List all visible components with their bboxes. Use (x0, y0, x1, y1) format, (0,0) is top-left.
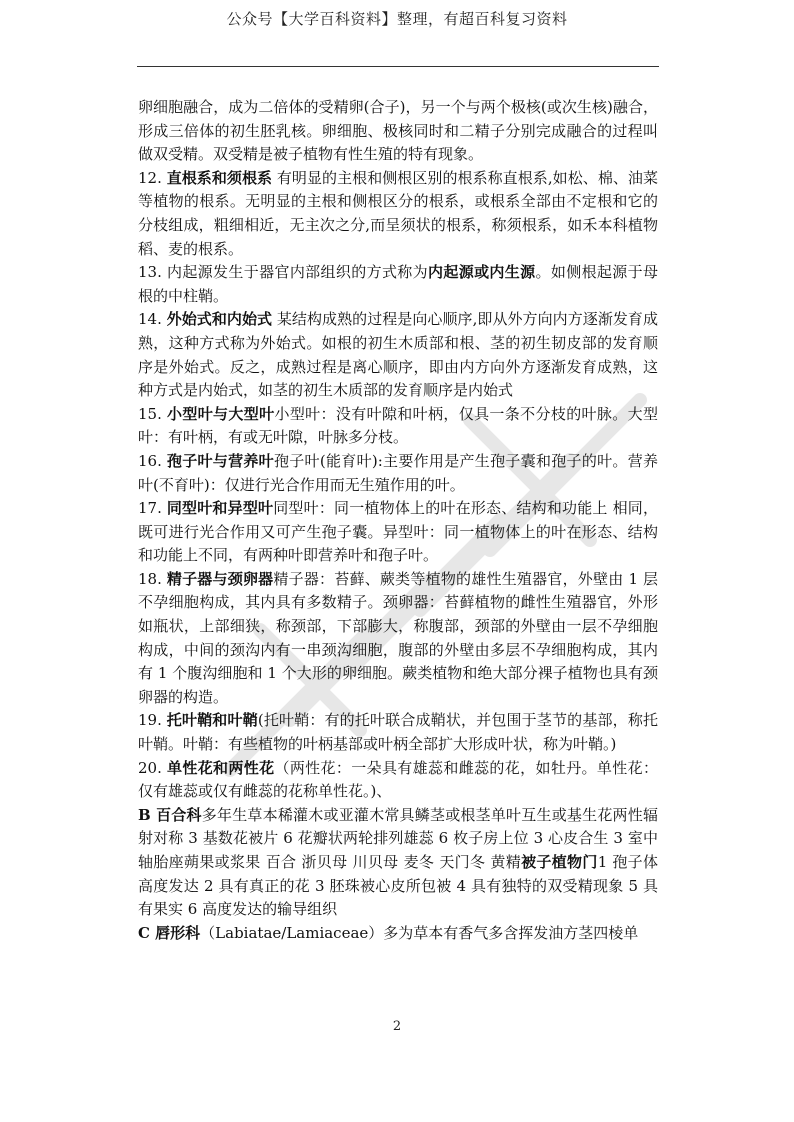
term-heading: 孢子叶与营养叶 (166, 451, 274, 470)
text-run: 小型叶：没有叶隙和叶柄，仅具一条不分枝的叶脉。大型叶：有叶柄，有或无叶隙，叶脉多分枝。 (138, 404, 658, 447)
text-run: (托叶鞘：有的托叶联合成鞘状，并包围于茎节的基部，称托叶鞘。叶鞘：有些植物的叶柄基部或叶柄全部扩大形成叶状，称为叶鞘。) (138, 711, 659, 754)
text-run: 同型叶：同一植物体上的叶在形态、结构和功能上 相同，既可进行光合作用又可产生孢子囊。异型叶：同一植物体上的叶在形态、结构和功能上不同，有两种叶即营养叶和孢子叶。 (138, 499, 658, 565)
term-heading: 被子植物门 (521, 853, 598, 871)
page-number: 2 (392, 1019, 402, 1034)
text-run: 20. (138, 758, 167, 777)
term-heading: 内起源或内生源 (428, 263, 536, 282)
text-run: 19. (138, 711, 167, 730)
paragraph (138, 96, 658, 167)
paragraph (138, 709, 658, 756)
text-run: 精子器：苔藓、蕨类等植物的雄性生殖器官，外壁由 1 层不孕细胞构成，其内具有多数精子。颈卵器：苔藓植物的雌性生殖器官，外形如瓶状，上部细狭，称颈部，下部膨大，称腹部，颈部的外壁由一层不孕细胞构成，中间的颈沟内有一串颈沟细胞，腹部的外壁由多层不孕细胞构成，其内有 1 个腹沟细胞和 1 个大形的卵细胞。蕨类植物和绝大部分裸子植物也具有颈卵器的构造。 (138, 569, 658, 706)
paragraph (138, 261, 658, 308)
term-heading: 小型叶与大型叶 (166, 404, 275, 423)
paragraph (138, 450, 658, 497)
term-heading: 直根系和须根系 (166, 168, 273, 187)
paragraph (138, 757, 658, 804)
text-run: 12. (138, 168, 167, 187)
text-run: 18. (138, 569, 167, 588)
text-run: 孢子叶(能育叶):主要作用是产生孢子囊和孢子的叶。营养叶(不育叶)：仅进行光合作用而无生殖作用的叶。 (138, 451, 658, 494)
term-heading: 外始式和内始式 (166, 310, 273, 329)
text-run: 16. (138, 451, 167, 470)
text-run: 14. (138, 310, 167, 329)
paragraph (138, 308, 658, 402)
header-divider (137, 66, 659, 67)
page-header: 公众号【大学百科资料】整理，有超百科复习资料 (226, 10, 568, 28)
term-heading: 同型叶和异型叶 (166, 499, 274, 518)
text-run: 15. (138, 404, 167, 423)
paragraph (138, 568, 658, 710)
term-heading: 精子器与颈卵器 (166, 569, 274, 588)
paragraph (138, 922, 658, 946)
text-run: 有明显的主根和侧根区别的根系称直根系,如松、棉、油菜等植物的根系。无明显的主根和侧根区分的根系，或根系全部由不定根和它的分枝组成，粗细相近，无主次之分,而呈须状的根系，称须根系，如禾本科植物稻、麦的根系。 (138, 168, 658, 258)
text-run: 某结构成熟的过程是向心顺序,即从外方向内方逐渐发育成熟，这种方式称为外始式。如根的初生木质部和根、茎的初生韧皮部的发育顺序是外始式。反之，成熟过程是离心顺序，即由内方向外方逐渐发育成熟，这种方式是内始式，如茎的初生木质部的发育顺序是内始式 (138, 310, 658, 400)
term-heading: B 百合科 (138, 805, 202, 824)
paragraph (138, 403, 658, 450)
paragraph (138, 804, 658, 922)
text-run: 17. (138, 499, 167, 518)
text-run: 多年生草本稀灌木或亚灌木常具鳞茎或根茎单叶互生或基生花两性辐射对称 3 基数花被片 6 花瓣状两轮排列雄蕊 6 枚子房上位 3 心皮合生 3 室中轴胎座蒴果或浆果 百合 浙贝母 川贝母 麦冬 天门冬 黄精 (138, 805, 658, 871)
paragraph (138, 497, 658, 568)
text-run: （Labiatae/Lamiaceae）多为草本有香气多含挥发油方茎四棱单 (200, 923, 639, 942)
term-heading: C 唇形科 (138, 923, 201, 942)
body-text (138, 96, 658, 945)
text-run: 13. 内起源发生于器官内部组织的方式称为 (138, 263, 429, 282)
term-heading: 单性花和两性花 (166, 758, 275, 777)
text-run: （两性花：一朵具有雄蕊和雌蕊的花，如牡丹。单性花：仅有雄蕊或仅有雌蕊的花称单性花。)、 (138, 758, 658, 801)
paragraph (138, 167, 658, 261)
text-run: 。如侧根起源于母根的中柱鞘。 (138, 263, 658, 305)
text-run: 卵细胞融合，成为二倍体的受精卵(合子)，另一个与两个极核(或次生核)融合，形成三倍体的初生胚乳核。卵细胞、极核同时和二精子分别完成融合的过程叫做双受精。双受精是被子植物有性生殖的特有现象。 (138, 98, 658, 164)
term-heading: 托叶鞘和叶鞘 (166, 711, 258, 730)
text-run: 1 孢子体高度发达 2 具有真正的花 3 胚珠被心皮所包被 4 具有独特的双受精现象 5 具有果实 6 高度发达的输导组织 (138, 853, 658, 919)
